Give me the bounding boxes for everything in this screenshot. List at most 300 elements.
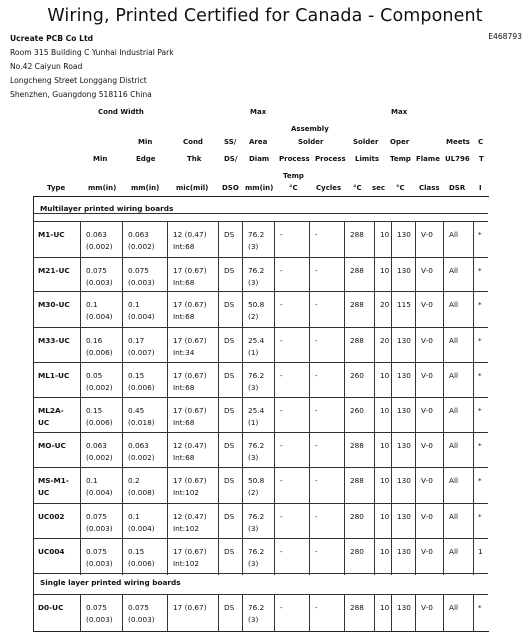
- header-temp: Temp: [390, 155, 411, 163]
- table-cell: [33, 328, 80, 364]
- cell-value: All: [449, 603, 459, 612]
- table-cell: [443, 468, 473, 504]
- cell-value: 130: [397, 512, 411, 521]
- cell-value: (3): [248, 559, 259, 568]
- table-cell: [274, 363, 309, 399]
- cell-value: All: [449, 300, 459, 309]
- cell-value: -: [315, 476, 318, 485]
- header-max: Max: [391, 108, 408, 116]
- table-cell: [80, 433, 122, 469]
- table-cell: [274, 433, 309, 469]
- cell-value: M21-UC: [38, 266, 70, 275]
- table-cell: [274, 292, 309, 328]
- cell-value: DS: [224, 512, 235, 521]
- table-cell: [122, 328, 167, 364]
- cell-value: 288: [350, 441, 364, 450]
- cell-value: -: [315, 230, 318, 239]
- cell-value: -: [315, 266, 318, 275]
- cell-value: -: [315, 300, 318, 309]
- table-cell: [80, 595, 122, 631]
- cell-value: (0.008): [128, 488, 155, 497]
- cell-value: 0.063: [128, 230, 149, 239]
- header-type: Type: [47, 184, 66, 192]
- header-area: Area: [249, 138, 268, 146]
- header-cond: Cond: [183, 138, 203, 146]
- table-cell: [33, 433, 80, 469]
- cell-value: (0.003): [86, 524, 113, 533]
- table-cell: [274, 468, 309, 504]
- table-row-m30-uc: [33, 291, 488, 328]
- table-cell: [218, 222, 242, 258]
- cell-value: (0.006): [86, 418, 113, 427]
- cell-value: 0.16: [86, 336, 103, 345]
- header-t: T: [479, 155, 484, 163]
- table-cell: [242, 363, 274, 399]
- cell-value: 0.15: [86, 406, 103, 415]
- table-cell: [218, 433, 242, 469]
- table-cell: [274, 595, 309, 631]
- cell-value: -: [315, 371, 318, 380]
- cell-value: 0.05: [86, 371, 103, 380]
- cell-value: 130: [397, 230, 411, 239]
- cell-value: D0-UC: [38, 603, 64, 612]
- cell-value: 0.15: [128, 371, 145, 380]
- table-row-m33-uc: [33, 327, 488, 364]
- table-cell: [415, 398, 443, 434]
- cell-value: -: [280, 300, 283, 309]
- cell-value: All: [449, 406, 459, 415]
- cell-value: *: [478, 476, 482, 485]
- table-cell: [415, 222, 443, 258]
- table-cell: [122, 258, 167, 294]
- cell-value: 130: [397, 547, 411, 556]
- cell-value: 0.1: [86, 476, 98, 485]
- cell-value: 17 (0.67): [173, 603, 207, 612]
- table-cell: [374, 595, 391, 631]
- cell-value: 0.075: [86, 603, 107, 612]
- company-name: Ucreate PCB Co Ltd: [10, 34, 94, 43]
- cell-value: 0.2: [128, 476, 140, 485]
- table-cell: [33, 398, 80, 434]
- cell-value: (0.004): [128, 524, 155, 533]
- address-line: No.42 Caiyun Road: [10, 62, 83, 71]
- table-cell: [242, 433, 274, 469]
- table-cell: [473, 328, 488, 364]
- table-cell: [167, 328, 218, 364]
- header-dso: DSO: [222, 184, 239, 192]
- table-cell: [443, 539, 473, 575]
- table-cell: [473, 363, 488, 399]
- table-cell: [33, 222, 80, 258]
- cell-value: 50.8: [248, 476, 265, 485]
- cell-value: 10: [380, 230, 390, 239]
- cell-value: All: [449, 476, 459, 485]
- cell-value: 0.063: [86, 441, 107, 450]
- header-max: Max: [250, 108, 267, 116]
- cell-value: 288: [350, 230, 364, 239]
- header-oper: Oper: [390, 138, 410, 146]
- table-cell: [374, 433, 391, 469]
- cell-value: MS-M1-: [38, 476, 69, 485]
- table-cell: [344, 222, 374, 258]
- cell-value: 20: [380, 300, 390, 309]
- cell-value: Int:34: [173, 348, 195, 357]
- header-solder-limits: Solder: [353, 138, 379, 146]
- cell-value: DS: [224, 371, 235, 380]
- table-cell: [167, 504, 218, 540]
- section-divider: [33, 573, 488, 574]
- cell-value: 12 (0.47): [173, 512, 207, 521]
- cell-value: 10: [380, 547, 390, 556]
- table-cell: [415, 504, 443, 540]
- table-cell: [374, 504, 391, 540]
- header-thk: Thk: [187, 155, 202, 163]
- table-cell: [33, 363, 80, 399]
- cell-value: 130: [397, 441, 411, 450]
- table-cell: [80, 398, 122, 434]
- table-cell: [344, 292, 374, 328]
- company-block: [10, 32, 174, 102]
- page-title: Wiring, Printed Certified for Canada - Component: [47, 6, 483, 26]
- header-process: Process: [279, 155, 310, 163]
- header-edge: Edge: [136, 155, 156, 163]
- table-cell: [473, 398, 488, 434]
- cell-value: (1): [248, 348, 259, 357]
- cell-value: (3): [248, 383, 259, 392]
- cell-value: 17 (0.67): [173, 336, 207, 345]
- cell-value: 17 (0.67): [173, 266, 207, 275]
- table-cell: [167, 222, 218, 258]
- cell-value: 76.2: [248, 547, 265, 556]
- table-cell: [309, 433, 344, 469]
- table-cell: [443, 504, 473, 540]
- cell-value: 0.063: [86, 230, 107, 239]
- cell-value: (3): [248, 615, 259, 624]
- cell-value: 260: [350, 371, 364, 380]
- address-line: Room 315 Building C Yunhai Industrial Park: [10, 48, 174, 57]
- header-deg-c: °C: [353, 184, 362, 192]
- table-cell: [33, 292, 80, 328]
- table-cell: [167, 433, 218, 469]
- table-cell: [473, 222, 488, 258]
- cell-value: 130: [397, 603, 411, 612]
- table-cell: [167, 398, 218, 434]
- address-line: Longcheng Street Longgang District: [10, 76, 147, 85]
- cell-value: (3): [248, 453, 259, 462]
- header-class: Class: [419, 184, 440, 192]
- cell-value: V-0: [421, 266, 433, 275]
- cell-value: 288: [350, 336, 364, 345]
- table-cell: [344, 504, 374, 540]
- cell-value: 1: [478, 547, 483, 556]
- cell-value: 288: [350, 603, 364, 612]
- table-row-mo-uc: [33, 432, 488, 469]
- cell-value: -: [315, 406, 318, 415]
- cell-value: 0.075: [86, 266, 107, 275]
- table-cell: [80, 258, 122, 294]
- cell-value: 0.45: [128, 406, 145, 415]
- cell-value: V-0: [421, 300, 433, 309]
- table-cell: [122, 292, 167, 328]
- header-ds: DS/: [224, 155, 238, 163]
- cell-value: 12 (0.47): [173, 230, 207, 239]
- table-cell: [122, 398, 167, 434]
- cell-value: M30-UC: [38, 300, 70, 309]
- cell-value: (1): [248, 418, 259, 427]
- cell-value: 25.4: [248, 406, 265, 415]
- cell-value: 12 (0.47): [173, 441, 207, 450]
- cell-value: *: [478, 512, 482, 521]
- table-cell: [242, 222, 274, 258]
- cell-value: (0.002): [86, 453, 113, 462]
- section-divider: [33, 213, 488, 214]
- cell-value: 0.15: [128, 547, 145, 556]
- cell-value: Int:102: [173, 488, 200, 497]
- cell-value: *: [478, 441, 482, 450]
- table-cell: [391, 292, 415, 328]
- cell-value: -: [280, 603, 283, 612]
- table-cell: [473, 258, 488, 294]
- cell-value: DS: [224, 406, 235, 415]
- table-cell: [242, 468, 274, 504]
- cell-value: -: [315, 336, 318, 345]
- cell-value: *: [478, 603, 482, 612]
- header-min-edge: Min: [138, 138, 153, 146]
- cell-value: -: [315, 512, 318, 521]
- cell-value: 280: [350, 547, 364, 556]
- cell-value: 17 (0.67): [173, 476, 207, 485]
- cell-value: 76.2: [248, 230, 265, 239]
- table-cell: [218, 363, 242, 399]
- table-cell: [391, 504, 415, 540]
- table-cell: [344, 433, 374, 469]
- table-cell: [242, 292, 274, 328]
- table-cell: [33, 595, 80, 631]
- cell-value: 76.2: [248, 266, 265, 275]
- cell-value: UC002: [38, 512, 65, 521]
- cell-value: V-0: [421, 406, 433, 415]
- table-cell: [80, 328, 122, 364]
- cell-value: DS: [224, 603, 235, 612]
- table-cell: [167, 258, 218, 294]
- table-cell: [344, 539, 374, 575]
- cell-value: (3): [248, 524, 259, 533]
- cell-value: DS: [224, 300, 235, 309]
- cell-value: DS: [224, 476, 235, 485]
- table-cell: [391, 398, 415, 434]
- cell-value: *: [478, 230, 482, 239]
- cell-value: -: [280, 406, 283, 415]
- cell-value: 288: [350, 300, 364, 309]
- table-cell: [309, 258, 344, 294]
- table-cell: [374, 363, 391, 399]
- cell-value: (0.002): [86, 383, 113, 392]
- table-cell: [33, 258, 80, 294]
- table-cell: [218, 292, 242, 328]
- table-cell: [443, 595, 473, 631]
- cell-value: (2): [248, 312, 259, 321]
- table-cell: [473, 468, 488, 504]
- table-cell: [391, 328, 415, 364]
- table-cell: [242, 595, 274, 631]
- table-cell: [242, 328, 274, 364]
- table-cell: [443, 363, 473, 399]
- table-cell: [443, 258, 473, 294]
- table-cell: [473, 292, 488, 328]
- cell-value: 76.2: [248, 603, 265, 612]
- cell-value: V-0: [421, 441, 433, 450]
- table-cell: [274, 328, 309, 364]
- cell-value: (0.004): [128, 312, 155, 321]
- cell-value: All: [449, 336, 459, 345]
- cell-value: 260: [350, 406, 364, 415]
- cell-value: 0.075: [86, 512, 107, 521]
- header-diam: Diam: [249, 155, 270, 163]
- table-cell: [80, 292, 122, 328]
- cell-value: Int:68: [173, 453, 195, 462]
- cell-value: V-0: [421, 476, 433, 485]
- table-cell: [167, 292, 218, 328]
- cell-value: All: [449, 512, 459, 521]
- cell-value: (0.003): [86, 615, 113, 624]
- table-cell: [242, 504, 274, 540]
- cell-value: 288: [350, 476, 364, 485]
- table-cell: [80, 468, 122, 504]
- table-cell: [167, 595, 218, 631]
- cell-value: Int:102: [173, 559, 200, 568]
- table-cell: [242, 398, 274, 434]
- table-cell: [167, 363, 218, 399]
- cell-value: -: [280, 441, 283, 450]
- cell-value: Int:68: [173, 418, 195, 427]
- table-cell: [274, 222, 309, 258]
- table-cell: [242, 258, 274, 294]
- cell-value: 10: [380, 266, 390, 275]
- cell-value: *: [478, 371, 482, 380]
- table-cell: [122, 539, 167, 575]
- table-cell: [344, 363, 374, 399]
- cell-value: DS: [224, 547, 235, 556]
- table-cell: [443, 222, 473, 258]
- table-cell: [122, 595, 167, 631]
- table-cell: [443, 292, 473, 328]
- header-min: Min: [93, 155, 108, 163]
- table-cell: [415, 433, 443, 469]
- header-dsr: DSR: [449, 184, 466, 192]
- cell-value: All: [449, 230, 459, 239]
- header-i: I: [479, 184, 482, 192]
- cell-value: (0.002): [128, 242, 155, 251]
- cell-value: -: [280, 266, 283, 275]
- cell-value: 0.17: [128, 336, 145, 345]
- cell-value: 130: [397, 336, 411, 345]
- table-cell: [415, 292, 443, 328]
- table-cell: [415, 539, 443, 575]
- table-cell: [309, 468, 344, 504]
- cell-value: 10: [380, 476, 390, 485]
- header-solder: Solder: [298, 138, 324, 146]
- table-cell: [344, 595, 374, 631]
- cell-value: 25.4: [248, 336, 265, 345]
- cell-value: (0.003): [86, 278, 113, 287]
- table-cell: [344, 328, 374, 364]
- cell-value: (0.006): [128, 559, 155, 568]
- table-cell: [344, 468, 374, 504]
- cell-value: -: [315, 441, 318, 450]
- table-cell: [218, 328, 242, 364]
- cell-value: 0.063: [128, 441, 149, 450]
- section-label: Single layer printed wiring boards: [40, 578, 181, 587]
- cell-value: M1-UC: [38, 230, 65, 239]
- table-row-uc004: [33, 538, 488, 575]
- header-cond-width: Cond Width: [98, 108, 144, 116]
- table-cell: [374, 258, 391, 294]
- table-cell: [218, 595, 242, 631]
- cell-value: UC: [38, 488, 50, 497]
- cell-value: *: [478, 406, 482, 415]
- table-cell: [80, 504, 122, 540]
- cell-value: 0.1: [86, 300, 98, 309]
- cell-value: 76.2: [248, 441, 265, 450]
- header-flame: Flame: [416, 155, 440, 163]
- table-cell: [391, 468, 415, 504]
- cell-value: All: [449, 371, 459, 380]
- cell-value: 288: [350, 266, 364, 275]
- table-row-ml1-uc: [33, 362, 488, 399]
- cell-value: All: [449, 441, 459, 450]
- table-cell: [122, 504, 167, 540]
- address-line: Shenzhen, Guangdong 518116 China: [10, 90, 152, 99]
- cell-value: Int:68: [173, 312, 195, 321]
- cell-value: -: [280, 547, 283, 556]
- table-cell: [33, 539, 80, 575]
- cell-value: (0.003): [128, 278, 155, 287]
- table-cell: [309, 398, 344, 434]
- cell-value: (0.003): [128, 615, 155, 624]
- cell-value: 17 (0.67): [173, 547, 207, 556]
- table-cell: [374, 328, 391, 364]
- cell-value: V-0: [421, 603, 433, 612]
- cell-value: 10: [380, 406, 390, 415]
- cell-value: V-0: [421, 547, 433, 556]
- cell-value: (2): [248, 488, 259, 497]
- header-ul796: UL796: [445, 155, 470, 163]
- section-label: Multilayer printed wiring boards: [40, 204, 174, 213]
- table-cell: [391, 595, 415, 631]
- table-cell: [374, 539, 391, 575]
- cell-value: 17 (0.67): [173, 406, 207, 415]
- table-cell: [309, 363, 344, 399]
- cell-value: 115: [397, 300, 411, 309]
- cell-value: 10: [380, 441, 390, 450]
- cell-value: (0.004): [86, 312, 113, 321]
- table-cell: [33, 468, 80, 504]
- cell-value: *: [478, 266, 482, 275]
- table-cell: [309, 292, 344, 328]
- cell-value: 0.1: [128, 300, 140, 309]
- table-row-ml2a-uc: [33, 397, 488, 434]
- header-sec: sec: [372, 184, 386, 192]
- cell-value: 0.1: [128, 512, 140, 521]
- table-cell: [473, 595, 488, 631]
- header-mm-in: mm(in): [88, 184, 117, 192]
- cell-value: (0.018): [128, 418, 155, 427]
- table-cell: [473, 539, 488, 575]
- table-row-ms-m1-uc: [33, 467, 488, 504]
- table-cell: [415, 595, 443, 631]
- table-cell: [415, 468, 443, 504]
- header-mm-in: mm(in): [245, 184, 274, 192]
